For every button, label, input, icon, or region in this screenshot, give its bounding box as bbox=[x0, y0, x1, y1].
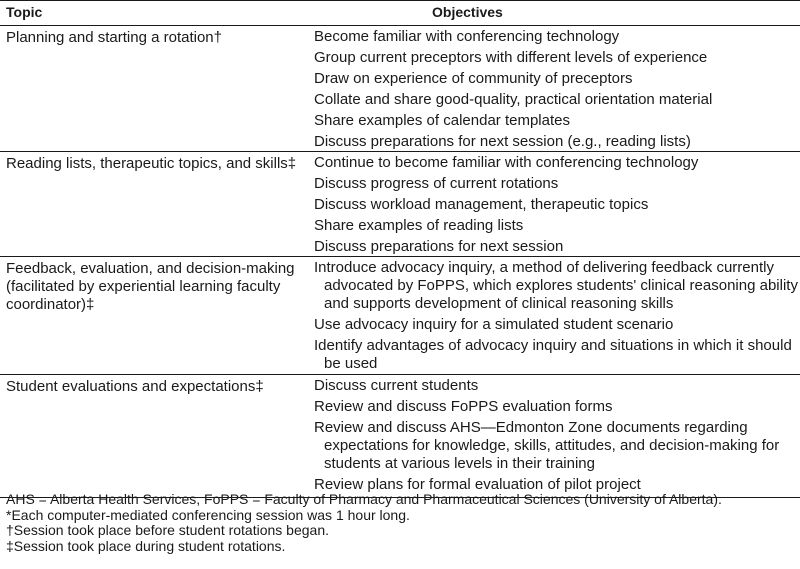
row-topic: Student evaluations and expectations‡ bbox=[6, 378, 264, 395]
footnote-dagger: †Session took place before student rotations began. bbox=[6, 522, 329, 538]
objective-item: Use advocacy inquiry for a simulated student scenario bbox=[314, 316, 674, 333]
objective-item: Continue to become familiar with conferencing technology bbox=[314, 154, 699, 171]
header-objectives: Objectives bbox=[432, 4, 503, 20]
row-topic: Reading lists, therapeutic topics, and skills‡ bbox=[6, 155, 297, 172]
footnote-asterisk: *Each computer-mediated conferencing session was 1 hour long. bbox=[6, 506, 410, 523]
objective-item: Draw on experience of community of preceptors bbox=[314, 70, 633, 87]
objective-item: Review and discuss AHS—Edmonton Zone documents regarding expectations for knowledge, skills, attitudes, and decision-making for students at various levels in their training bbox=[314, 419, 780, 472]
row-topic: Planning and starting a rotation† bbox=[6, 29, 222, 46]
objective-item: Discuss progress of current rotations bbox=[314, 175, 559, 192]
header-topic: Topic bbox=[6, 4, 43, 20]
objective-item: Discuss workload management, therapeutic topics bbox=[314, 196, 649, 213]
row-objectives bbox=[314, 26, 798, 152]
row-objectives bbox=[314, 152, 798, 257]
objective-item: Review and discuss FoPPS evaluation forms bbox=[314, 398, 613, 415]
objective-item: Collate and share good-quality, practical orientation material bbox=[314, 91, 713, 108]
table-footnotes bbox=[6, 492, 798, 554]
objective-item: Group current preceptors with different levels of experience bbox=[314, 49, 708, 66]
footnote-abbreviations: AHS = Alberta Health Services, FoPPS = Faculty of Pharmacy and Pharmaceutical Sciences (University of Alberta). bbox=[6, 491, 722, 507]
objective-item: Share examples of calendar templates bbox=[314, 112, 570, 129]
row-objectives bbox=[314, 257, 798, 374]
table-row bbox=[0, 257, 800, 375]
footnote-double-dagger: ‡Session took place during student rotations. bbox=[6, 537, 286, 554]
table-header bbox=[0, 0, 800, 26]
objective-item: Review plans for formal evaluation of pilot project bbox=[314, 476, 641, 493]
table-row bbox=[0, 26, 800, 152]
objective-item: Discuss current students bbox=[314, 377, 479, 394]
objective-item: Share examples of reading lists bbox=[314, 217, 524, 234]
objective-item: Introduce advocacy inquiry, a method of delivering feedback currently advocated by FoPPS, which explores students' clinical reasoning ability and supports development of clinical reasoning skills bbox=[314, 259, 798, 312]
row-topic: Feedback, evaluation, and decision-making (facilitated by experiential learning faculty coordinator)‡ bbox=[6, 260, 295, 313]
table-row bbox=[0, 375, 800, 498]
objective-item: Discuss preparations for next session (e.g., reading lists) bbox=[314, 133, 691, 150]
objective-item: Identify advantages of advocacy inquiry and situations in which it should be used bbox=[314, 337, 792, 372]
row-objectives bbox=[314, 375, 798, 495]
table-row bbox=[0, 152, 800, 257]
objective-item: Discuss preparations for next session bbox=[314, 238, 564, 255]
objective-item: Become familiar with conferencing technology bbox=[314, 28, 620, 45]
